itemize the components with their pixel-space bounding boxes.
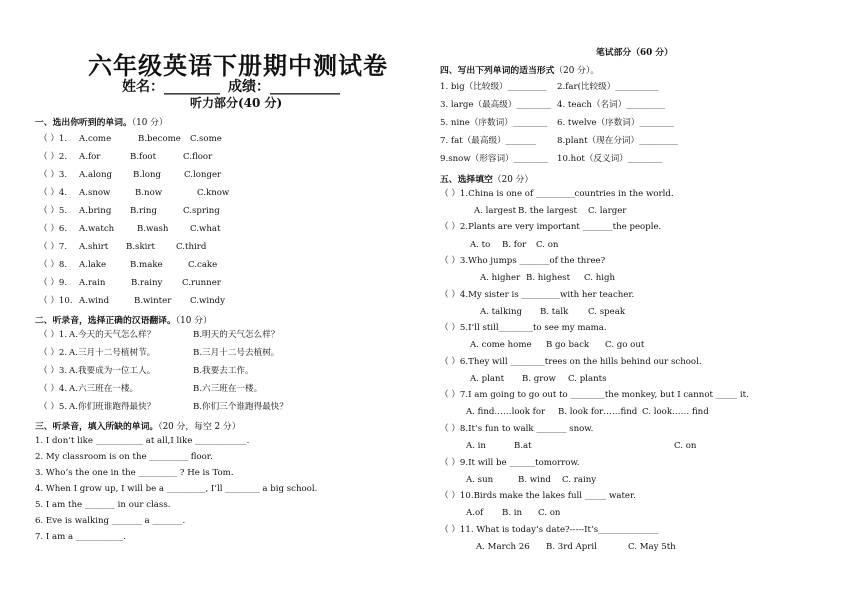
list-item <box>39 278 221 289</box>
word-form-left: 9.snow（形容词）________ <box>440 154 549 164</box>
list-item <box>440 118 674 129</box>
item-number: （ ）2. <box>39 348 68 358</box>
option-b: B.winter <box>134 296 172 306</box>
option-c: C. speak <box>588 307 626 317</box>
word-form-right: 6. twelve（序数词）________ <box>557 118 674 128</box>
section-5-title: 五、选择填空 <box>440 175 493 185</box>
list-item <box>39 206 220 217</box>
option-c: C.some <box>190 134 222 144</box>
list-item <box>39 188 230 199</box>
question-options <box>480 273 616 284</box>
question: （ ）8.It’s fun to walk _______ snow. <box>440 424 594 434</box>
list-item: 5. I am the _______ in our class. <box>35 500 171 510</box>
option-a: A.snow <box>79 188 111 198</box>
option-a: A.三月十二号植树节。 <box>69 348 156 358</box>
item-number: （ ）5. <box>39 206 68 216</box>
item-number: （ ）8. <box>39 260 68 270</box>
option-a: A. talking <box>480 307 522 317</box>
option-b: B.三月十二号去植树。 <box>193 348 280 358</box>
list-item: 4. When I grow up, I will be a _________, I’ll ________ a big school. <box>35 484 318 494</box>
question: （ ）1.China is one of _________countries in the world. <box>440 189 674 199</box>
question: （ ）7.I am going to go out to ________the monkey, but I cannot _____ it. <box>440 390 749 400</box>
option-c: C. on <box>674 441 697 451</box>
word-form-left: 3. large（最高级）________ <box>440 100 551 110</box>
word-form-left: 1. big（比较级）_________ <box>440 82 547 92</box>
section-5-points: （20 分） <box>492 175 534 185</box>
option-a: A.wind <box>79 296 110 306</box>
option-b: B.六三班在一楼。 <box>193 384 263 394</box>
option-b: B. grow <box>522 374 556 384</box>
exam-title: 六年级英语下册期中测试卷 <box>88 51 388 80</box>
item-number: （ ）4. <box>39 188 68 198</box>
question-options <box>470 240 559 251</box>
option-c: C.know <box>197 188 230 198</box>
option-a: A. come home <box>470 340 532 350</box>
option-a: A.你们班谁跑得最快？ <box>69 402 156 412</box>
option-a: A. largest <box>474 206 517 216</box>
option-b: B.long <box>133 170 162 180</box>
list-item: 3. Who’s the one in the _________ ? He is Tom. <box>35 468 234 478</box>
list-item <box>39 296 225 307</box>
item-number: （ ）3. <box>39 366 68 376</box>
option-c: C. high <box>584 273 616 283</box>
list-item <box>39 242 207 253</box>
question-options <box>470 340 645 351</box>
section-3-title: 三、听录音，填入所缺的单词。 <box>35 422 159 432</box>
option-c: C. on <box>538 508 561 518</box>
question-options <box>466 441 697 452</box>
option-a: A.come <box>79 134 112 144</box>
option-b: B.make <box>130 260 163 270</box>
list-item <box>39 384 263 395</box>
item-number: （ ）4. <box>39 384 68 394</box>
option-b: B. the largest <box>518 206 578 216</box>
word-form-right: 4. teach（名词）_________ <box>557 100 665 110</box>
option-a: A.bring <box>79 206 112 216</box>
option-b: B. look for……find <box>558 407 638 417</box>
list-item <box>39 152 213 163</box>
section-1-points: （10 分） <box>131 118 168 128</box>
option-b: B.你们三个谁跑得最快？ <box>193 402 288 412</box>
item-number: （ ）2. <box>39 152 68 162</box>
option-a: A. higher <box>480 273 521 283</box>
question: （ ）10.Birds make the lakes full _____ water. <box>440 491 636 501</box>
option-b: B.ring <box>130 206 157 216</box>
section-1-heading <box>35 115 168 128</box>
question: （ ）9.It will be ______tomorrow. <box>440 458 580 468</box>
item-number: （ ）1. <box>39 134 68 144</box>
option-c: C.floor <box>183 152 213 162</box>
option-a: A.of <box>466 508 484 518</box>
option-a: A.along <box>79 170 113 180</box>
list-item: 6. Eve is walking _______ a _______. <box>35 516 186 526</box>
option-b: B.明天的天气怎么样？ <box>193 330 280 340</box>
list-item <box>440 82 659 93</box>
option-c: C.longer <box>184 170 222 180</box>
question-options <box>476 542 676 553</box>
section-2-heading <box>35 313 212 326</box>
list-item <box>39 134 222 145</box>
option-b: B.rainy <box>131 278 163 288</box>
listening-part-title: 听力部分(40 分) <box>190 96 283 110</box>
question: （ ）5.I’ll still________to see my mama. <box>440 323 607 333</box>
section-2-title: 二、听录音，选择正确的汉语翻译。 <box>35 316 176 326</box>
option-a: A.我要成为一位工人。 <box>69 366 156 376</box>
option-b: B go back <box>546 340 590 350</box>
word-form-right: 10.hot（反义词）________ <box>557 154 663 164</box>
option-a: A. plant <box>470 374 505 384</box>
question: （ ）2.Plants are very important _______the people. <box>440 222 662 232</box>
option-b: B. for <box>502 240 527 250</box>
section-4-points: （20 分）。 <box>554 66 600 76</box>
option-b: B.skirt <box>126 242 155 252</box>
option-c: C. rainy <box>562 475 597 485</box>
item-number: （ ）3. <box>39 170 68 180</box>
question: （ ）11. What is today’s date?-----It’s______________ <box>440 525 659 535</box>
option-b: B.at <box>514 441 532 451</box>
item-number: （ ）9. <box>39 278 68 288</box>
question: （ ）6.They will ________trees on the hills behind our school. <box>440 357 702 367</box>
option-a: A.shirt <box>79 242 109 252</box>
option-a: A. in <box>466 441 486 451</box>
question: （ ）4.My sister is _________with her teacher. <box>440 290 635 300</box>
word-form-right: 2.far(比较级）__________ <box>557 82 659 92</box>
option-a: A.for <box>79 152 101 162</box>
question-options <box>466 508 561 519</box>
option-c: C. go out <box>605 340 645 350</box>
option-c: C. May 5th <box>628 542 676 552</box>
option-c: C.windy <box>190 296 225 306</box>
question-options <box>466 475 597 486</box>
list-item <box>39 260 218 271</box>
list-item <box>39 366 254 377</box>
option-b: B. highest <box>526 273 571 283</box>
list-item <box>39 224 221 235</box>
option-c: C.cake <box>188 260 218 270</box>
question: （ ）3.Who jumps _______of the three? <box>440 256 606 266</box>
item-number: （ ）7. <box>39 242 68 252</box>
list-item <box>440 136 678 147</box>
question-options <box>474 206 627 217</box>
item-number: （ ）10. <box>39 296 73 306</box>
option-b: B. wind <box>518 475 551 485</box>
question-options <box>466 407 709 418</box>
section-4-heading <box>440 63 599 76</box>
option-a: A.watch <box>79 224 115 234</box>
section-3-heading <box>35 419 241 432</box>
list-item <box>39 348 280 359</box>
option-a: A. March 26 <box>476 542 530 552</box>
section-4-title: 四、写出下列单词的适当形式 <box>440 66 555 76</box>
question-options <box>480 307 626 318</box>
option-b: B.become <box>138 134 181 144</box>
name-field-label: 姓名：________ <box>122 79 220 95</box>
option-b: B. in <box>502 508 523 518</box>
option-a: A. find……look for <box>466 407 546 417</box>
list-item <box>39 170 222 181</box>
section-1-title: 一、选出你听到的单词。 <box>35 118 132 128</box>
option-b: B.foot <box>130 152 157 162</box>
section-3-points: （20 分，每空 2 分） <box>158 422 241 432</box>
option-c: C.runner <box>182 278 221 288</box>
option-a: A.lake <box>79 260 107 270</box>
word-form-left: 7. fat（最高级）_______ <box>440 136 536 146</box>
option-a: A.今天的天气怎么样？ <box>69 330 156 340</box>
word-form-left: 5. nine（序数词）________ <box>440 118 548 128</box>
section-5-heading <box>440 172 533 185</box>
list-item <box>39 402 288 413</box>
list-item <box>440 100 665 111</box>
section-2-points: （10 分） <box>175 316 212 326</box>
option-b: B. 3rd April <box>546 542 597 552</box>
option-c: C.third <box>176 242 207 252</box>
writing-part-title: 笔试部分（60 分） <box>596 48 673 58</box>
option-c: C.what <box>190 224 221 234</box>
item-number: （ ）1. <box>39 330 68 340</box>
option-a: A. sun <box>466 475 494 485</box>
list-item: 1. I don’t like ___________ at all,I like ____________. <box>35 436 250 446</box>
option-a: A.六三班在一楼。 <box>69 384 139 394</box>
question-options <box>470 374 607 385</box>
option-a: A.rain <box>79 278 106 288</box>
option-c: C. on <box>536 240 559 250</box>
score-field-label: 成绩：__________ <box>228 79 340 95</box>
option-a: A. to <box>470 240 491 250</box>
list-item <box>440 154 663 165</box>
list-item <box>39 330 280 341</box>
item-number: （ ）5. <box>39 402 68 412</box>
option-b: B.我要去工作。 <box>193 366 254 376</box>
option-c: C.spring <box>183 206 220 216</box>
option-c: C. look…… find <box>642 407 709 417</box>
option-c: C. larger <box>588 206 627 216</box>
list-item: 2. My classroom is on the _________ floor. <box>35 452 213 462</box>
list-item: 7. I am a ___________. <box>35 532 126 542</box>
option-b: B.now <box>135 188 163 198</box>
option-c: C. plants <box>568 374 607 384</box>
item-number: （ ）6. <box>39 224 68 234</box>
word-form-right: 8.plant（现在分词）_________ <box>557 136 678 146</box>
option-b: B.wash <box>137 224 169 234</box>
option-b: B. talk <box>540 307 569 317</box>
